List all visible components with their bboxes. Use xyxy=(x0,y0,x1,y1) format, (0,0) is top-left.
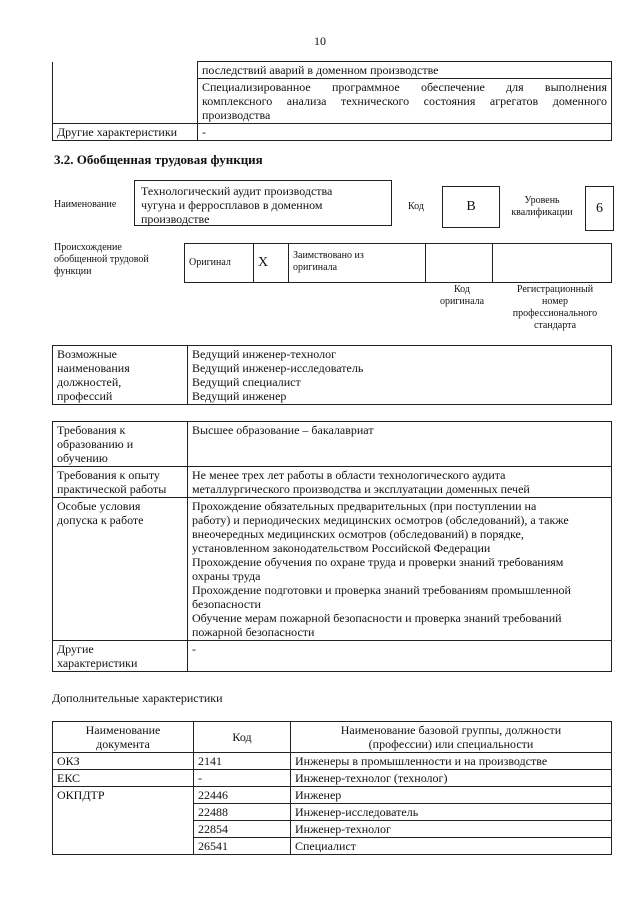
header-name-line: (профессии) или специальности xyxy=(368,737,534,751)
table-cell xyxy=(188,498,612,641)
origin-label xyxy=(54,242,149,278)
req-value-line: безопасности xyxy=(192,597,261,611)
cell-name: Инженер-технолог (технолог) xyxy=(295,771,448,785)
req-label-line: Требования к опыту xyxy=(57,468,160,482)
section-title: 3.2. Обобщенная трудовая функция xyxy=(54,152,263,167)
cell-name: Инженер-технолог xyxy=(295,822,391,836)
level-label-line: Уровень xyxy=(524,195,560,206)
table-cell xyxy=(53,787,194,855)
header-code: Код xyxy=(232,730,252,744)
table-row xyxy=(53,124,612,141)
reg-caption-line: Регистрационный xyxy=(516,284,594,295)
table-row xyxy=(185,244,612,283)
table-header-cell xyxy=(291,722,612,753)
table-cell xyxy=(53,770,194,787)
positions-table xyxy=(52,345,612,405)
original-mark: X xyxy=(258,255,269,270)
cell-text-line: производства xyxy=(202,108,271,122)
table-cell xyxy=(53,124,198,141)
table-cell xyxy=(291,770,612,787)
cell-code: 26541 xyxy=(198,839,228,853)
function-name-line: производстве xyxy=(141,212,210,226)
table-cell xyxy=(291,838,612,855)
header-name-line: Наименование базовой группы, должности xyxy=(340,723,562,737)
positions-label-line: должностей, xyxy=(57,375,122,389)
cell-doc: ЕКС xyxy=(57,771,81,785)
code-caption-line: оригинала xyxy=(439,296,485,307)
table-cell xyxy=(53,467,188,498)
table-cell xyxy=(53,346,188,405)
table-cell xyxy=(254,244,289,283)
cell-code: - xyxy=(198,771,202,785)
position-item: Ведущий специалист xyxy=(192,375,301,389)
req-value-line: Прохождение обучения по охране труда и проверки знаний требованиям xyxy=(192,555,564,569)
borrowed-label-line: Заимствовано из xyxy=(293,250,364,261)
table-header-cell xyxy=(53,722,194,753)
table-row xyxy=(53,753,612,770)
table-cell xyxy=(426,244,493,283)
cell-name: Специалист xyxy=(295,839,357,853)
cell-text-line: Специализированное программное обеспечение для выполнения xyxy=(202,80,607,94)
level-value-box: 6 xyxy=(585,186,614,231)
cell-code: 22446 xyxy=(198,788,228,802)
table-row xyxy=(53,770,612,787)
origin-label-line: функции xyxy=(54,266,92,277)
original-label: Оригинал xyxy=(189,257,231,268)
table-cell xyxy=(291,804,612,821)
table-cell xyxy=(53,62,198,124)
code-caption xyxy=(428,284,496,308)
level-label-line: квалификации xyxy=(511,207,573,218)
table-cell xyxy=(53,498,188,641)
table-cell xyxy=(194,821,291,838)
cell-doc: ОКЗ xyxy=(57,754,80,768)
position-item: Ведущий инженер-технолог xyxy=(192,347,336,361)
borrowed-label-line: оригинала xyxy=(293,262,338,273)
table-cell xyxy=(188,467,612,498)
req-value-line: пожарной безопасности xyxy=(192,625,315,639)
table-cell xyxy=(291,753,612,770)
req-label-line: допуска к работе xyxy=(57,513,144,527)
req-value-line: работу) и периодических медицинских осмотров (обследований), а также xyxy=(192,513,569,527)
table-header-row xyxy=(53,722,612,753)
table-cell xyxy=(291,787,612,804)
table-cell xyxy=(194,787,291,804)
origin-label-line: Происхождение xyxy=(54,242,122,253)
cell-name: Инженер xyxy=(295,788,342,802)
cell-code: 22488 xyxy=(198,805,228,819)
table-row xyxy=(53,498,612,641)
table-cell xyxy=(194,804,291,821)
table-row xyxy=(53,62,612,79)
cell-code: 22854 xyxy=(198,822,228,836)
req-value-line: внеочередных медицинских осмотров (обследований) в порядке, xyxy=(192,527,524,541)
reg-caption-line: номер xyxy=(542,296,568,307)
level-label xyxy=(506,195,578,219)
function-name-box xyxy=(134,180,392,226)
name-label: Наименование xyxy=(54,199,117,210)
table-cell xyxy=(194,838,291,855)
cell-name: Инженер-исследователь xyxy=(295,805,419,819)
table-cell xyxy=(185,244,254,283)
positions-label-line: наименования xyxy=(57,361,130,375)
req-value-line: охраны труда xyxy=(192,569,261,583)
cell-code: 2141 xyxy=(198,754,222,768)
table-cell xyxy=(188,422,612,467)
table-cell xyxy=(493,244,612,283)
req-label-line: Другие xyxy=(57,642,94,656)
code-label: Код xyxy=(408,201,424,212)
origin-label-line: обобщенной трудовой xyxy=(54,254,149,265)
table-row xyxy=(53,641,612,672)
table-cell xyxy=(53,753,194,770)
row-label: Другие характеристики xyxy=(57,125,178,139)
table-cell xyxy=(53,641,188,672)
table-cell xyxy=(289,244,426,283)
table-cell xyxy=(291,821,612,838)
cell-text: последствий аварий в доменном производстве xyxy=(202,63,439,77)
page-number: 10 xyxy=(314,34,326,48)
req-label-line: Требования к xyxy=(57,423,126,437)
cell-text-line: комплексного анализа технического состояния агрегатов доменного xyxy=(202,94,607,108)
function-name-line: Технологический аудит производства xyxy=(141,184,333,198)
req-value-line: Прохождение обязательных предварительных (при поступлении на xyxy=(192,499,537,513)
table-cell xyxy=(198,62,612,79)
req-value-line: металлургического производства и эксплуатации доменных печей xyxy=(192,482,530,496)
table-row xyxy=(53,422,612,467)
table-cell xyxy=(188,346,612,405)
req-value-line: Высшее образование – бакалавриат xyxy=(192,423,374,437)
table-row xyxy=(53,346,612,405)
req-value-line: Не менее трех лет работы в области технологического аудита xyxy=(192,468,506,482)
reg-caption-line: стандарта xyxy=(533,320,577,331)
position-item: Ведущий инженер-исследователь xyxy=(192,361,364,375)
reg-caption-line: профессионального xyxy=(512,308,598,319)
additional-table xyxy=(52,721,612,855)
cell-doc: ОКПДТР xyxy=(57,788,105,802)
req-label-line: обучению xyxy=(57,451,108,465)
function-name-line: чугуна и ферросплавов в доменном xyxy=(141,198,323,212)
row-value: - xyxy=(202,125,206,139)
code-caption-line: Код xyxy=(454,284,470,295)
table-cell xyxy=(198,79,612,124)
req-label-line: практической работы xyxy=(57,482,167,496)
req-label-line: Особые условия xyxy=(57,499,141,513)
code-value-box: B xyxy=(442,186,500,228)
table-cell xyxy=(53,422,188,467)
req-value-line: - xyxy=(192,642,196,656)
cell-name: Инженеры в промышленности и на производстве xyxy=(295,754,548,768)
positions-label-line: профессий xyxy=(57,389,113,403)
req-value-line: установленном законодательством Российской Федерации xyxy=(192,541,491,555)
header-doc-line: Наименование xyxy=(85,723,161,737)
additional-title: Дополнительные характеристики xyxy=(52,691,223,705)
table-header-cell xyxy=(194,722,291,753)
reg-caption xyxy=(498,284,612,332)
req-value-line: Прохождение подготовки и проверка знаний требованиям промышленной xyxy=(192,583,571,597)
req-label-line: характеристики xyxy=(57,656,138,670)
top-table xyxy=(52,61,612,141)
req-value-line: Обучение мерам пожарной безопасности и проверка знаний требований xyxy=(192,611,562,625)
table-row xyxy=(53,467,612,498)
positions-label-line: Возможные xyxy=(57,347,117,361)
table-cell xyxy=(194,753,291,770)
position-item: Ведущий инженер xyxy=(192,389,287,403)
header-doc-line: документа xyxy=(96,737,150,751)
table-cell xyxy=(198,124,612,141)
req-label-line: образованию и xyxy=(57,437,134,451)
requirements-table xyxy=(52,421,612,672)
origin-table xyxy=(184,243,612,283)
table-row xyxy=(53,787,612,804)
table-cell xyxy=(194,770,291,787)
table-cell xyxy=(188,641,612,672)
